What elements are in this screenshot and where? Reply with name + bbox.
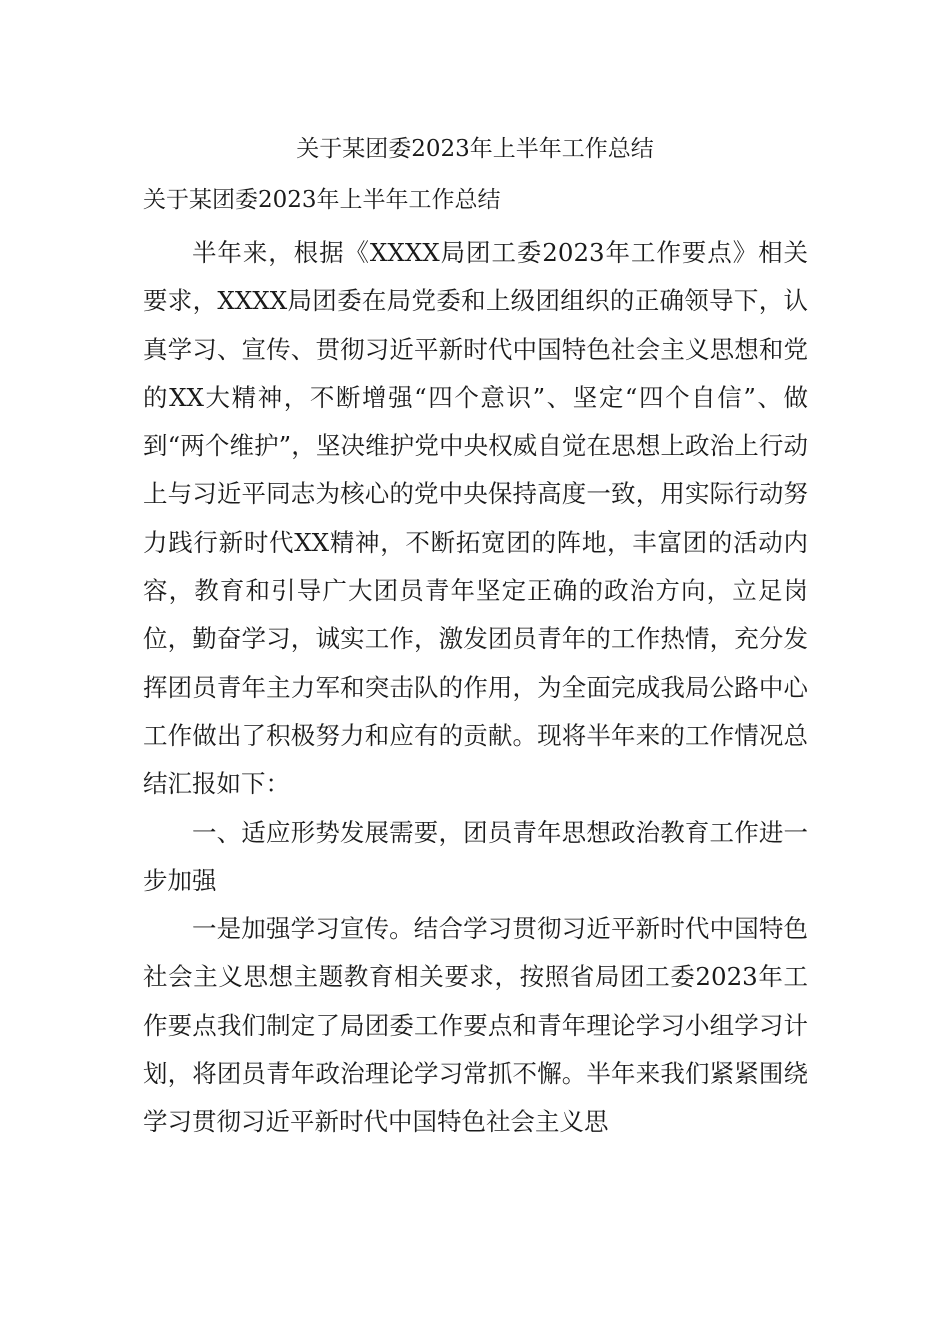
document-subtitle: 关于某团委2023年上半年工作总结 xyxy=(143,187,501,213)
document-title: 关于某团委2023年上半年工作总结 xyxy=(296,136,654,162)
paragraph-section-heading: 一、适应形势发展需要，团员青年思想政治教育工作进一步加强 xyxy=(143,817,808,895)
document-body xyxy=(143,229,808,1147)
paragraph-intro: 半年来，根据《XXXX局团工委2023年工作要点》相关要求，XXXX局团委在局党委和上级团组织的正确领导下，认真学习、宣传、贯彻习近平新时代中国特色社会主义思想和党的XX大精神，不断增强“四个意识”、坚定“四个自信”、做到“两个维护”，坚决维护党中央权威自觉在思想上政治上行动上与习近平同志为核心的党中央保持高度一致，用实际行动努力践行新时代XX精神，不断拓宽团的阵地，丰富团的活动内容，教育和引导广大团员青年坚定正确的政治方向，立足岗位，勤奋学习，诚实工作，激发团员青年的工作热情，充分发挥团员青年主力军和突击队的作用，为全面完成我局公路中心工作做出了积极努力和应有的贡献。现将半年来的工作情况总结汇报如下： xyxy=(143,238,808,799)
paragraph-study-propaganda: 一是加强学习宣传。结合学习贯彻习近平新时代中国特色社会主义思想主题教育相关要求，按照省局团工委2023年工作要点我们制定了局团委工作要点和青年理论学习小组学习计划，将团员青年政治理论学习常抓不懈。半年来我们紧紧围绕学习贯彻习近平新时代中国特色社会主义思 xyxy=(143,914,808,1137)
